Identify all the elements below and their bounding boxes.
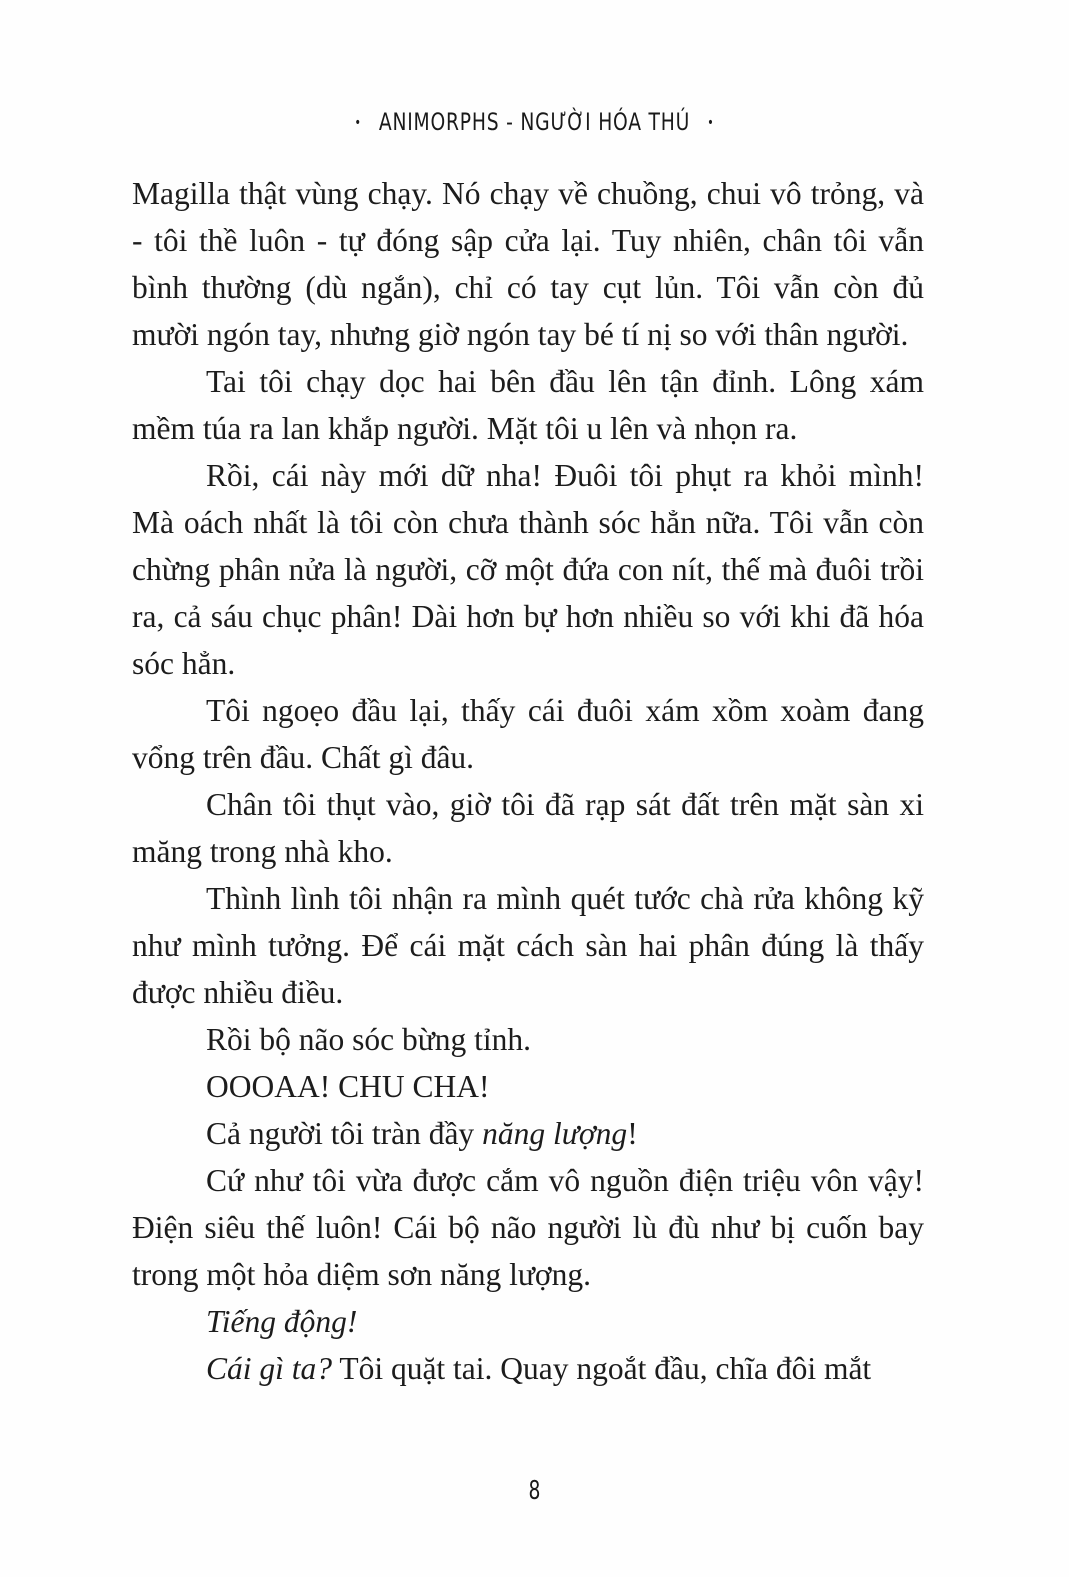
body-text bbox=[132, 170, 924, 1392]
last-text-after: Tôi quặt tai. Quay ngoắt đầu, chĩa đôi mắt bbox=[332, 1351, 872, 1386]
paragraph-energy bbox=[132, 1110, 924, 1157]
paragraph-last bbox=[132, 1345, 924, 1392]
paragraph: Chân tôi thụt vào, giờ tôi đã rạp sát đất trên mặt sàn xi măng trong nhà kho. bbox=[132, 787, 924, 869]
paragraph: Magilla thật vùng chạy. Nó chạy về chuồng, chui vô trỏng, và - tôi thề luôn - tự đóng sập cửa lại. Tuy nhiên, chân tôi vẫn bình thường (dù ngắn), chỉ có tay cụt lủn. Tôi vẫn còn đủ mười ngón tay, nhưng giờ ngón tay bé tí nị so với thân người. bbox=[132, 176, 924, 352]
energy-text-italic: năng lượng bbox=[482, 1116, 628, 1151]
energy-text-before: Cả người tôi tràn đầy bbox=[206, 1116, 483, 1151]
paragraph: Cứ như tôi vừa được cắm vô nguồn điện triệu vôn vậy! Điện siêu thế luôn! Cái bộ não người lù đù như bị cuốn bay trong một hỏa diệm sơn năng lượng. bbox=[132, 1163, 924, 1292]
paragraph: Tai tôi chạy dọc hai bên đầu lên tận đỉnh. Lông xám mềm túa ra lan khắp người. Mặt tôi u lên và nhọn ra. bbox=[132, 364, 924, 446]
header-bullet-left: • bbox=[354, 115, 362, 131]
paragraph: Thình lình tôi nhận ra mình quét tước chà rửa không kỹ như mình tưởng. Để cái mặt cách sàn hai phân đúng là thấy được nhiều điều. bbox=[132, 881, 924, 1010]
page-number: 8 bbox=[528, 1476, 541, 1506]
energy-text-after: ! bbox=[627, 1116, 638, 1151]
header-bullet-right: • bbox=[707, 115, 715, 131]
running-header bbox=[118, 108, 952, 136]
last-text-italic: Cái gì ta? bbox=[206, 1351, 333, 1386]
paragraph-sound bbox=[132, 1298, 924, 1345]
sound-text: Tiếng động! bbox=[206, 1304, 358, 1339]
paragraph: Tôi ngoẹo đầu lại, thấy cái đuôi xám xồm xoàm đang vổng trên đầu. Chất gì đâu. bbox=[132, 693, 924, 775]
paragraph: Rồi, cái này mới dữ nha! Đuôi tôi phụt ra khỏi mình! Mà oách nhất là tôi còn chưa thành sóc hẳn nữa. Tôi vẫn còn chừng phân nửa là người, cỡ một đứa con nít, thế mà đuôi trồi ra, cả sáu chục phân! Dài hơn bự hơn nhiều so với khi đã hóa sóc hẳn. bbox=[132, 458, 924, 681]
paragraph: OOOAA! CHU CHA! bbox=[206, 1069, 490, 1104]
running-header-title: ANIMORPHS - NGƯỜI HÓA THÚ bbox=[378, 108, 691, 136]
paragraph: Rồi bộ não sóc bừng tỉnh. bbox=[206, 1022, 532, 1057]
